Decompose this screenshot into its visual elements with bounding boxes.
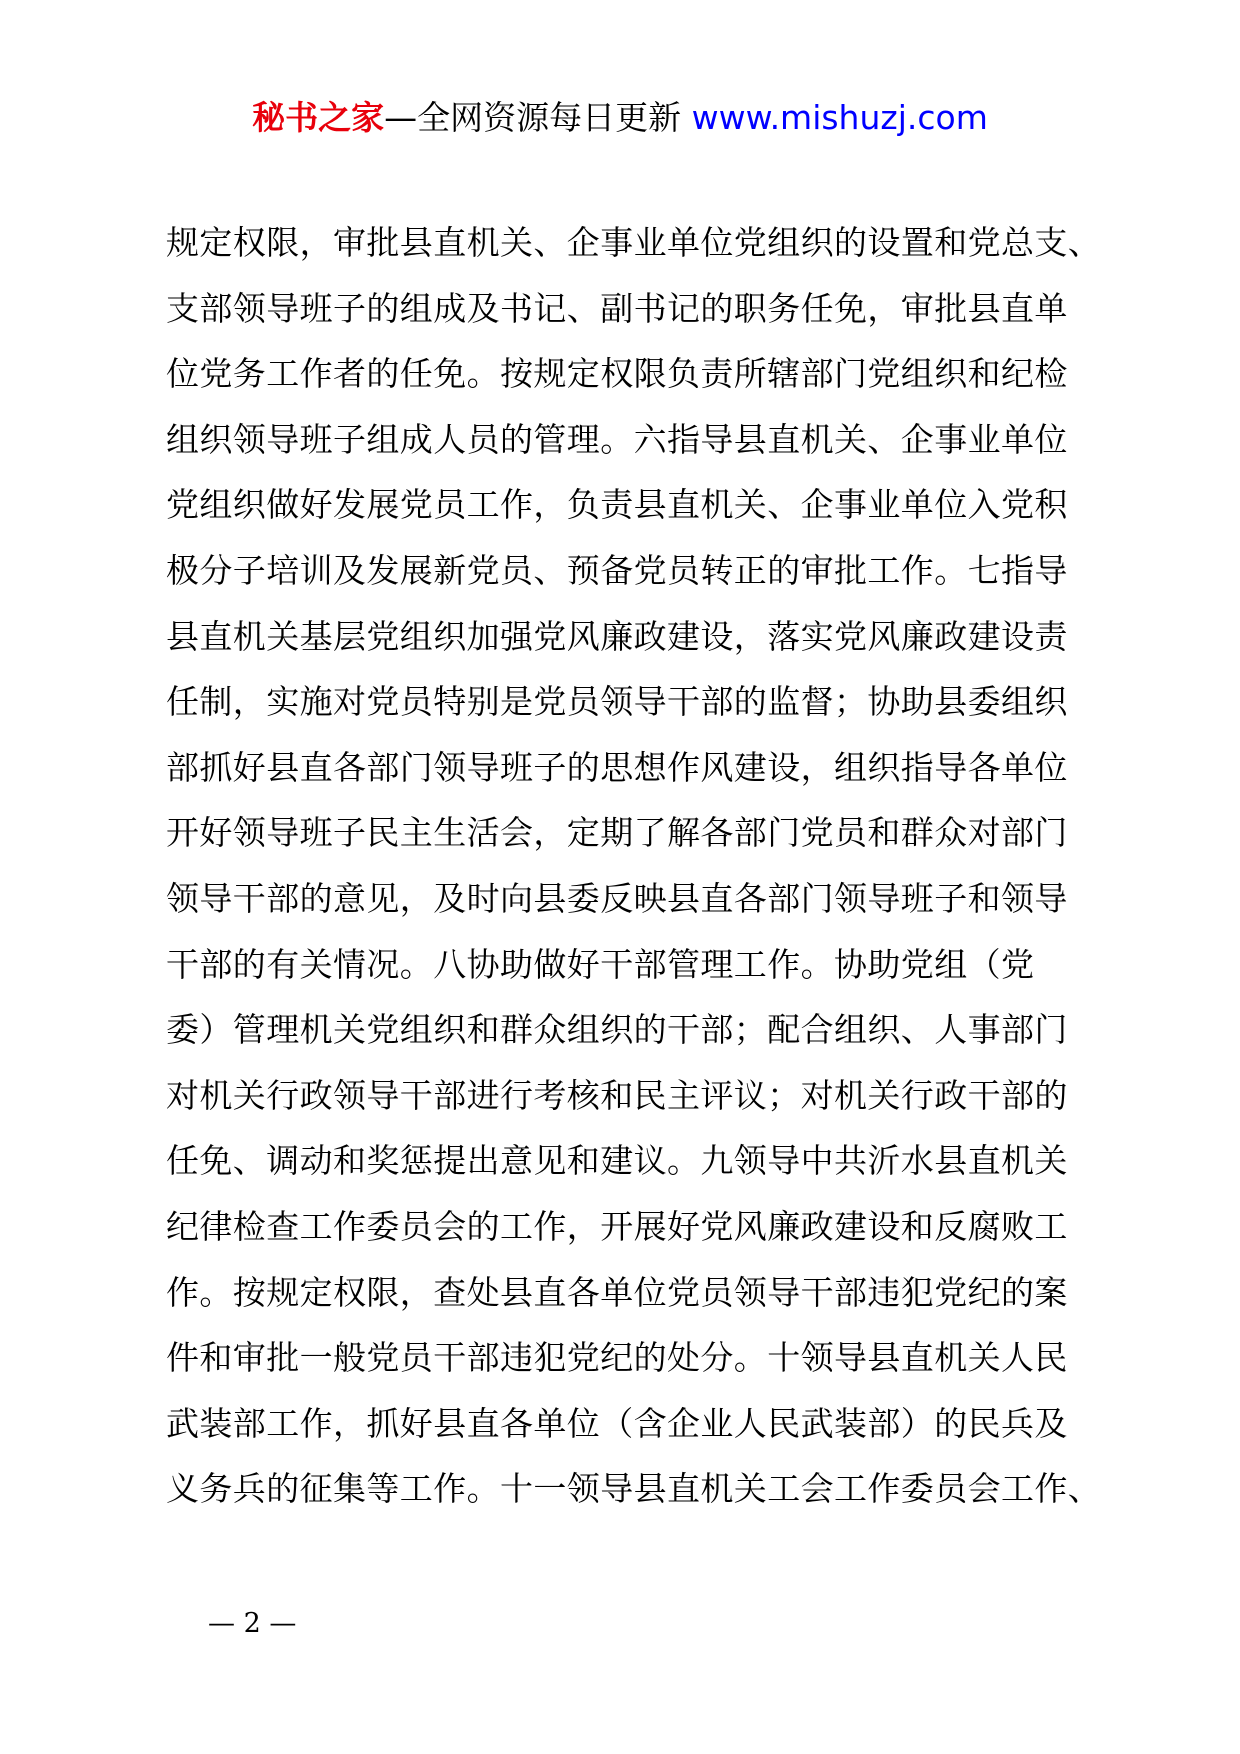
- text-line: 位党务工作者的任免。按规定权限负责所辖部门党组织和纪检: [166, 354, 1068, 394]
- text-line: 组织领导班子组成人员的管理。六指导县直机关、企事业单位: [166, 419, 1068, 459]
- text-line: 部抓好县直各部门领导班子的思想作风建设，组织指导各单位: [166, 747, 1068, 787]
- text-line: 作。按规定权限，查处县直各单位党员领导干部违犯党纪的案: [166, 1272, 1068, 1312]
- text-line: 对机关行政领导干部进行考核和民主评议；对机关行政干部的: [166, 1075, 1068, 1115]
- text-line: 纪律检查工作委员会的工作，开展好党风廉政建设和反腐败工: [166, 1206, 1068, 1246]
- text-line: 件和审批一般党员干部违犯党纪的处分。十领导县直机关人民: [166, 1338, 1068, 1378]
- text-line: 武装部工作，抓好县直各单位（含企业人民武装部）的民兵及: [166, 1403, 1068, 1443]
- text-line: 规定权限，审批县直机关、企事业单位党组织的设置和党总支、: [166, 223, 1102, 262]
- text-line: 义务兵的征集等工作。十一领导县直机关工会工作委员会工作、: [166, 1469, 1102, 1509]
- site-brand: 秘书之家: [252, 98, 385, 137]
- text-line: 开好领导班子民主生活会，定期了解各部门党员和群众对部门: [166, 813, 1068, 853]
- site-tagline: —全网资源每日更新: [384, 98, 682, 137]
- text-line: 委）管理机关党组织和群众组织的干部；配合组织、人事部门: [166, 1010, 1068, 1050]
- page-header: [0, 96, 1240, 140]
- text-line: 任制，实施对党员特别是党员领导干部的监督；协助县委组织: [166, 682, 1068, 722]
- site-url-link[interactable]: www.mishuzj.com: [691, 98, 988, 137]
- document-body: [166, 210, 1126, 1522]
- text-line: 县直机关基层党组织加强党风廉政建设，落实党风廉政建设责: [166, 616, 1068, 656]
- text-line: 任免、调动和奖惩提出意见和建议。九领导中共沂水县直机关: [166, 1141, 1068, 1181]
- text-line: 干部的有关情况。八协助做好干部管理工作。协助党组（党: [166, 944, 1035, 984]
- page-number: — 2 —: [208, 1608, 297, 1639]
- text-line: 支部领导班子的组成及书记、副书记的职务任免，审批县直单: [166, 288, 1068, 328]
- text-line: 党组织做好发展党员工作，负责县直机关、企事业单位入党积: [166, 485, 1068, 525]
- text-line: 极分子培训及发展新党员、预备党员转正的审批工作。七指导: [166, 550, 1068, 590]
- text-line: 领导干部的意见，及时向县委反映县直各部门领导班子和领导: [166, 878, 1068, 918]
